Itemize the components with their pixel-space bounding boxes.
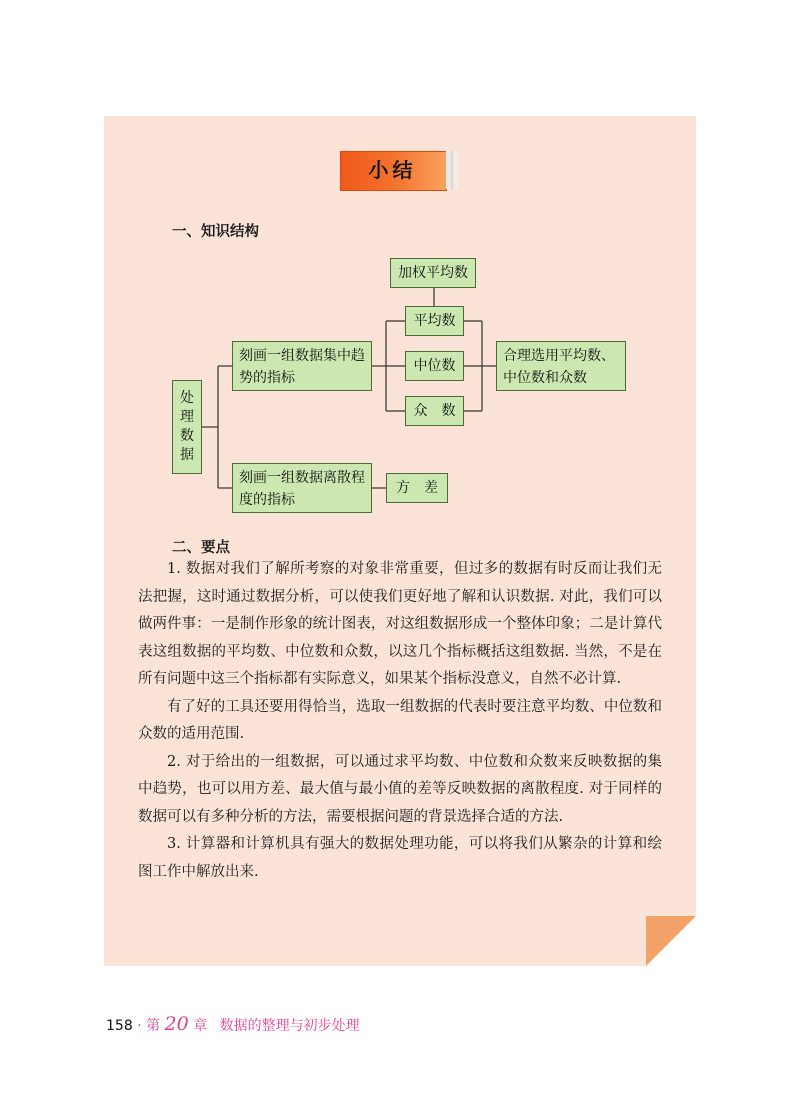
- page-footer: [106, 1013, 360, 1035]
- paragraph: 3. 计算器和计算机具有强大的数据处理功能，可以将我们从繁杂的计算和绘图工作中解放出来.: [138, 836, 662, 880]
- node-central-tendency: 刻画一组数据集中趋势的指标: [232, 341, 372, 391]
- page-number: 158: [106, 1018, 133, 1034]
- page-fold-corner: [646, 916, 696, 966]
- node-mode: 众 数: [405, 396, 464, 426]
- title-banner: [340, 151, 460, 189]
- chapter-suffix: 章: [193, 1018, 208, 1034]
- footer-separator: ·: [137, 1018, 142, 1034]
- node-variance: 方 差: [386, 473, 448, 503]
- node-choose-measures: 合理选用平均数、中位数和众数: [496, 341, 626, 391]
- node-process-data: [172, 380, 202, 474]
- node-mean: 平均数: [405, 306, 464, 336]
- chapter-title: 数据的整理与初步处理: [219, 1018, 360, 1034]
- paragraph: 1. 数据对我们了解所考察的对象非常重要，但过多的数据有时反而让我们无法把握，这时通过数据分析，可以使我们更好地了解和认识数据. 对此，我们可以做两件事：一是制作形象的统计图表，对这组数据形成一个整体印象；二是计算代表这组数据的平均数、中位数和众数，以这几个指标概括这组数据. 当然，不是在所有问题中这三个指标都有实际意义，如果某个指标没意义，自然不必计算.: [138, 561, 662, 687]
- title-strip: [451, 151, 453, 189]
- section-heading-structure: 一、知识结构: [172, 224, 259, 240]
- node-weighted-mean: 加权平均数: [390, 258, 476, 288]
- section-heading-points: 二、要点: [172, 540, 230, 556]
- page-title: 小结: [368, 158, 417, 182]
- title-strip: [446, 151, 450, 189]
- title-strip: [455, 151, 458, 189]
- chapter-number: 20: [164, 1013, 189, 1035]
- paragraph: 2. 对于给出的一组数据，可以通过求平均数、中位数和众数来反映数据的集中趋势，也可以用方差、最大值与最小值的差等反映数据的离散程度. 对于同样的数据可以有多种分析的方法，需要根据问题的背景选择合适的方法.: [138, 753, 662, 825]
- node-process-data-label: 处理数据: [180, 390, 194, 463]
- node-median: 中位数: [405, 351, 464, 381]
- chapter-prefix: 第: [146, 1018, 161, 1034]
- paragraph: 有了好的工具还要用得恰当，选取一组数据的代表时要注意平均数、中位数和众数的适用范围.: [138, 698, 662, 742]
- node-dispersion: 刻画一组数据离散程度的指标: [232, 463, 372, 513]
- key-points-text: [138, 556, 662, 886]
